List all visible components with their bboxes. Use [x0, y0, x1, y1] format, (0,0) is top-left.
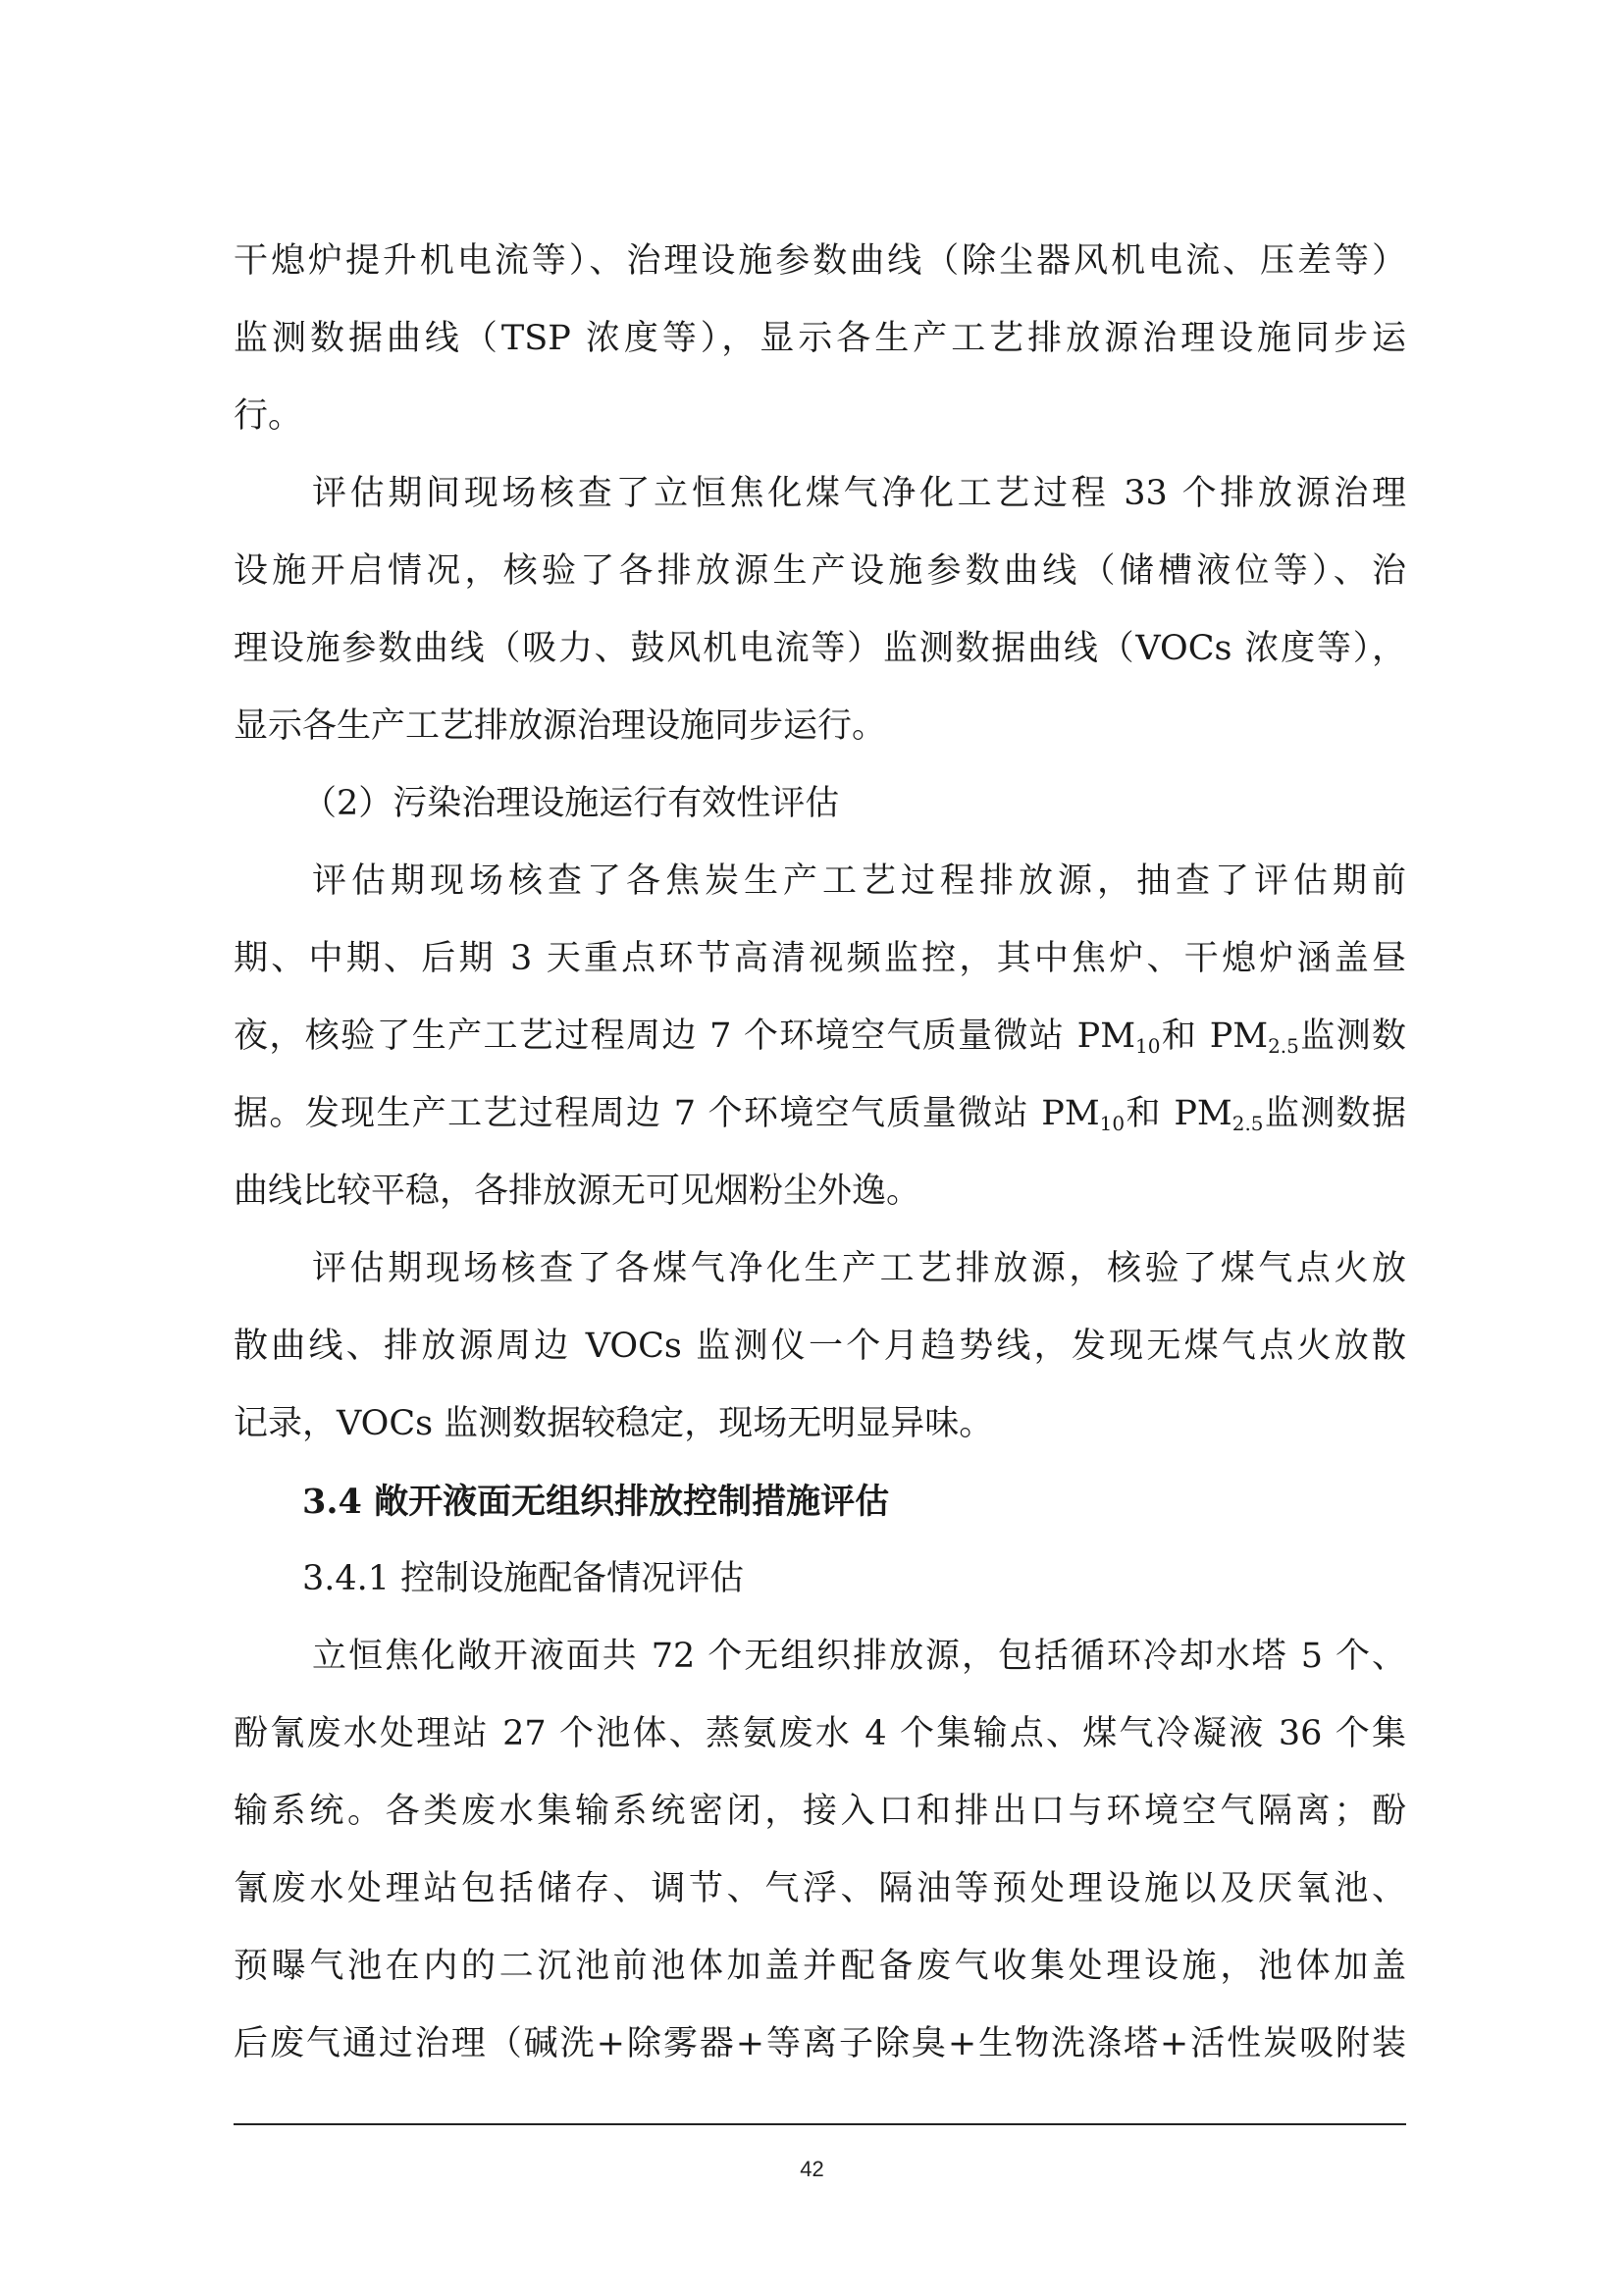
subscript: 10	[1135, 1034, 1161, 1058]
subscript: 10	[1099, 1112, 1126, 1135]
text-segment: 夜，核验了生产工艺过程周边 7 个环境空气质量微站 PM	[234, 1017, 1136, 1056]
footer-divider	[234, 2123, 1406, 2125]
text-line: 评估期现场核查了各焦炭生产工艺过程排放源，抽查了评估期前	[312, 861, 1406, 901]
text-segment: 和 PM	[1160, 1017, 1269, 1056]
subscript: 2.5	[1231, 1112, 1264, 1135]
text-line: 记录，VOCs 监测数据较稳定，现场无明显异味。	[234, 1404, 994, 1443]
text-line: 评估期现场核查了各煤气净化生产工艺排放源，核验了煤气点火放	[312, 1249, 1406, 1288]
text-line: 行。	[234, 396, 303, 436]
text-line: 干熄炉提升机电流等）、治理设施参数曲线（除尘器风机电流、压差等）	[234, 241, 1406, 281]
text-line: 散曲线、排放源周边 VOCs 监测仪一个月趋势线，发现无煤气点火放散	[234, 1327, 1406, 1366]
text-segment: 监测数据	[1263, 1094, 1406, 1133]
text-line: 预曝气池在内的二沉池前池体加盖并配备废气收集处理设施，池体加盖	[234, 1947, 1406, 1986]
text-line: 曲线比较平稳，各排放源无可见烟粉尘外逸。	[234, 1172, 921, 1211]
sub-heading: （2）污染治理设施运行有效性评估	[302, 784, 840, 823]
text-line: 理设施参数曲线（吸力、鼓风机电流等）监测数据曲线（VOCs 浓度等），	[234, 629, 1406, 668]
text-line: 显示各生产工艺排放源治理设施同步运行。	[234, 706, 887, 746]
text-segment: 和 PM	[1125, 1094, 1232, 1133]
subsection-heading: 3.4.1 控制设施配备情况评估	[302, 1559, 745, 1598]
text-line: 酚氰废水处理站 27 个池体、蒸氨废水 4 个集输点、煤气冷凝液 36 个集	[234, 1714, 1406, 1753]
text-line: 评估期间现场核查了立恒焦化煤气净化工艺过程 33 个排放源治理	[312, 474, 1406, 513]
text-line: 氰废水处理站包括储存、调节、气浮、隔油等预处理设施以及厌氧池、	[234, 1869, 1406, 1908]
text-line: 监测数据曲线（TSP 浓度等），显示各生产工艺排放源治理设施同步运	[234, 319, 1406, 358]
section-heading: 3.4 敞开液面无组织排放控制措施评估	[302, 1482, 890, 1522]
text-line: 后废气通过治理（碱洗+除雾器+等离子除臭+生物洗涤塔+活性炭吸附装	[234, 2024, 1406, 2063]
subscript: 2.5	[1268, 1034, 1299, 1058]
text-line-with-subscripts	[234, 998, 1406, 1075]
page-body	[234, 223, 1406, 2083]
text-line: 立恒焦化敞开液面共 72 个无组织排放源，包括循环冷却水塔 5 个、	[312, 1637, 1406, 1676]
text-line: 输系统。各类废水集输系统密闭，接入口和排出口与环境空气隔离；酚	[234, 1792, 1406, 1831]
text-line-with-subscripts	[234, 1075, 1406, 1153]
text-line: 设施开启情况，核验了各排放源生产设施参数曲线（储槽液位等）、治	[234, 551, 1406, 591]
page-number: 42	[800, 2157, 824, 2181]
text-segment: 据。发现生产工艺过程周边 7 个环境空气质量微站 PM	[234, 1094, 1100, 1133]
text-segment: 监测数	[1298, 1017, 1406, 1056]
text-line: 期、中期、后期 3 天重点环节高清视频监控，其中焦炉、干熄炉涵盖昼	[234, 939, 1406, 978]
